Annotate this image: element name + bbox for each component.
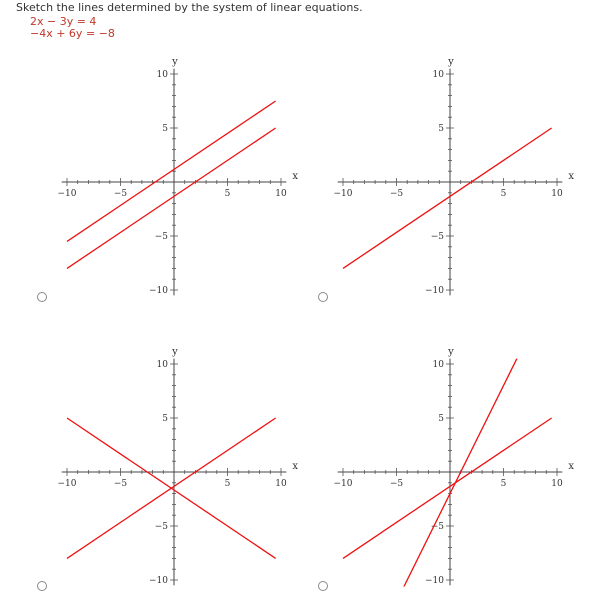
x-tick-label: −10 <box>333 479 353 489</box>
equation-1: 2x − 3y = 4 <box>30 15 97 28</box>
y-tick-label: −5 <box>154 522 168 532</box>
answer-plot-1 <box>57 44 300 296</box>
x-tick-label: 5 <box>224 189 231 199</box>
y-tick-label: −5 <box>430 522 444 532</box>
x-tick-label: 5 <box>224 479 231 489</box>
equation-2: −4x + 6y = −8 <box>30 27 115 40</box>
series-line-2 <box>397 353 520 601</box>
y-tick-label: 10 <box>156 70 168 80</box>
option-4-radio[interactable] <box>318 581 328 591</box>
plot-svg <box>57 44 300 296</box>
x-tick-label: −10 <box>333 189 353 199</box>
y-tick-label: 10 <box>156 360 168 370</box>
y-tick-label: −10 <box>425 576 444 586</box>
x-tick-label: −5 <box>113 189 128 199</box>
y-axis-label: y <box>172 346 178 358</box>
y-axis-label: y <box>448 56 454 68</box>
x-axis-label: x <box>292 171 298 182</box>
answer-plot-2 <box>333 44 576 296</box>
x-axis-label: x <box>568 461 574 472</box>
y-tick-label: −10 <box>149 576 168 586</box>
option-3-radio[interactable] <box>37 581 47 591</box>
y-tick-label: 5 <box>438 414 444 424</box>
answer-plot-3 <box>57 334 300 586</box>
x-tick-label: −10 <box>57 189 77 199</box>
x-tick-label: 10 <box>551 189 563 199</box>
x-tick-label: 5 <box>500 189 507 199</box>
y-tick-label: −5 <box>430 232 444 242</box>
x-tick-label: 10 <box>551 479 563 489</box>
option-2-radio[interactable] <box>318 292 328 302</box>
series-line-1 <box>343 418 552 558</box>
series-line-1 <box>67 101 276 241</box>
y-tick-label: 10 <box>432 360 444 370</box>
y-tick-label: 5 <box>162 414 168 424</box>
x-tick-label: 10 <box>275 479 287 489</box>
x-axis-label: x <box>568 171 574 182</box>
series-line-1 <box>343 128 552 268</box>
y-tick-label: −10 <box>425 286 444 296</box>
series-line-2 <box>67 128 276 268</box>
x-tick-label: −5 <box>389 189 404 199</box>
answer-plot-4 <box>333 334 576 586</box>
x-axis-label: x <box>292 461 298 472</box>
plot-svg <box>57 334 300 586</box>
y-tick-label: −10 <box>149 286 168 296</box>
y-tick-label: 5 <box>438 124 444 134</box>
option-1-radio[interactable] <box>37 292 47 302</box>
x-tick-label: −5 <box>113 479 128 489</box>
x-tick-label: −10 <box>57 479 77 489</box>
x-tick-label: −5 <box>389 479 404 489</box>
x-tick-label: 5 <box>500 479 507 489</box>
plot-svg <box>333 334 576 586</box>
y-tick-label: 10 <box>432 70 444 80</box>
question-prompt: Sketch the lines determined by the system of linear equations. <box>16 1 363 14</box>
y-axis-label: y <box>172 56 178 68</box>
plot-svg <box>333 44 576 296</box>
x-tick-label: 10 <box>275 189 287 199</box>
y-tick-label: 5 <box>162 124 168 134</box>
y-tick-label: −5 <box>154 232 168 242</box>
y-axis-label: y <box>448 346 454 358</box>
